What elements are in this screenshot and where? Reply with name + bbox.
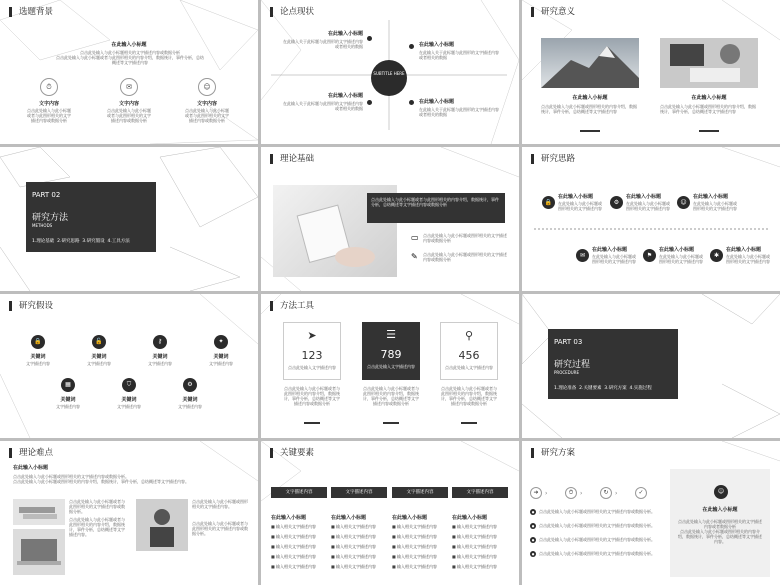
- keyword-text: 文字描述内容: [56, 404, 80, 409]
- bullet-icon: ●: [531, 538, 535, 542]
- clock-icon: ⏱: [40, 78, 58, 96]
- node-text: 在此处输入与此小标题或图形相关的文字描述内容: [726, 254, 770, 264]
- block-text: 在此输入关于此标题与此图形的文字描述内容或者相关的数据: [419, 107, 499, 117]
- column-header: 文字描述内容: [392, 487, 448, 498]
- node-text: 在此处输入与此小标题或图形相关的文字描述内容: [626, 201, 670, 211]
- column-row: ■ 输入相关文字描述内容: [331, 524, 377, 529]
- node-text: 在此处输入与此小标题或图形相关的文字描述内容: [693, 201, 737, 211]
- gear-icon: ⚙: [183, 378, 197, 392]
- card-title: 在此输入小标题: [572, 95, 608, 101]
- slide-title: 选题背景: [9, 7, 53, 17]
- text-box: 点击此处输入与此小标题或者与此图形相关的内容介绍，数据统计，事件分析，总结概述等文字描述内容或数据分析: [367, 193, 505, 223]
- network-background: [0, 294, 258, 438]
- slide-11[interactable]: [261, 441, 519, 585]
- user-icon: ☺: [714, 485, 728, 499]
- slide-title: 理论难点: [9, 448, 53, 458]
- column-row: ■ 输入相关文字描述内容: [392, 544, 438, 549]
- flag-icon: ⚑: [643, 249, 656, 262]
- lock-icon: 🔒: [542, 196, 555, 209]
- bulb-icon: ✱: [710, 249, 723, 262]
- slide-2[interactable]: [261, 0, 519, 144]
- column-row: ■ 输入相关文字描述内容: [392, 524, 438, 529]
- chevron-right-icon: ›: [580, 490, 583, 497]
- bullet-icon: ●: [531, 510, 535, 514]
- column-subtitle: 在此输入小标题: [331, 515, 367, 521]
- node-title: 在此输入小标题: [626, 194, 662, 200]
- keyword-text: 文字描述内容: [117, 404, 141, 409]
- column-row: ■ 输入相关文字描述内容: [452, 564, 498, 569]
- tool-text: 点击此处输入与此小标题或者与此图形相关的内容介绍，数据统计，事件分析，总结概述等文字描述内容或数据分析: [284, 386, 340, 406]
- tool-text: 点击此处输入与此小标题或者与此图形相关的内容介绍，数据统计，事件分析，总结概述等文字描述内容或数据分析: [363, 386, 419, 406]
- bullet-icon: ●: [531, 552, 535, 556]
- dot: [367, 36, 372, 41]
- node-title: 在此输入小标题: [558, 194, 594, 200]
- divider: [461, 422, 477, 424]
- tool-card: [440, 322, 498, 380]
- office-photo: [136, 499, 188, 551]
- slide-title: 研究思路: [531, 154, 575, 164]
- slide-title: 研究方案: [531, 448, 575, 458]
- section-items: 1.理论准备 2.关键要素 3.研究方案 4.实施过程: [554, 386, 652, 391]
- building-icon: ▦: [61, 378, 75, 392]
- chevron-right-icon: ›: [545, 490, 548, 497]
- dot: [367, 100, 372, 105]
- laptop-photo: [13, 529, 65, 575]
- divider: [580, 130, 600, 132]
- slide-5[interactable]: [261, 147, 519, 291]
- part-label: PART 03: [554, 338, 583, 346]
- tool-card: [283, 322, 341, 380]
- item-text: 点击此处输入与此小标题或者与此图形相关的文字描述内容或数据分析: [185, 108, 229, 123]
- column-row: ■ 输入相关文字描述内容: [331, 534, 377, 539]
- block-text: 在此输入关于此标题与此图形的文字描述内容或者相关的数据: [283, 39, 363, 49]
- section-title: 研究过程: [554, 360, 591, 370]
- bullet-icon: ●: [531, 524, 535, 528]
- panel-title: 在此输入小标题: [702, 507, 738, 513]
- card-title: 在此输入小标题: [691, 95, 727, 101]
- column-header: 文字描述内容: [271, 487, 327, 498]
- slide-title: 论点现状: [270, 7, 314, 17]
- tool-label: 点击此处输入文字描述内容: [288, 365, 336, 370]
- keyhole-icon: ⚷: [153, 335, 167, 349]
- keyword-text: 文字描述内容: [178, 404, 202, 409]
- keyword-text: 文字描述内容: [209, 361, 233, 366]
- user-icon: ☺: [198, 78, 216, 96]
- column-row: ■ 输入相关文字描述内容: [452, 524, 498, 529]
- desk-photo: [660, 38, 758, 88]
- panel-text: 点击此处输入与此小标题或图形相关的文字描述内容或者数据分析 点击此处输入与此小标题或图形相关的内容介绍，数据统计，事件分析，总结概述等文字描述内容。: [678, 519, 762, 544]
- block-title: 在此输入小标题: [327, 93, 363, 99]
- divider: [699, 130, 719, 132]
- divider: [383, 422, 399, 424]
- column-row: ■ 输入相关文字描述内容: [452, 544, 498, 549]
- keyword-text: 文字描述内容: [148, 361, 172, 366]
- clock-icon: ⏱: [565, 487, 577, 499]
- slide-title: 研究意义: [531, 7, 575, 17]
- arrow-icon: ➜: [530, 487, 542, 499]
- search-icon: ⚲: [464, 329, 474, 342]
- keyword: 关键词: [182, 397, 198, 403]
- tool-number: 456: [458, 349, 480, 362]
- card-text: 点击此处输入与此小标题或图形相关的内容介绍，数据统计，事件分析，总结概述等文字描述内容: [541, 104, 637, 114]
- section-en: METHODS: [32, 223, 53, 228]
- tool-card-active: [362, 322, 420, 380]
- slide-description: 点击此处输入与此小标题或图形相关的文字描述内容或数据分析。 点击此处输入与此小标题或图形相关的内容介绍，数据统计，事件分析，总结概述等文字描述内容。: [13, 474, 189, 484]
- tool-label: 点击此处输入文字描述内容: [367, 364, 415, 369]
- tool-label: 点击此处输入文字描述内容: [445, 365, 493, 370]
- item-text: 点击此处输入与此小标题或者与此图形相关的文字描述内容或数据分析: [107, 108, 151, 123]
- monitor-icon: ▭: [411, 233, 419, 242]
- chat-icon: ✉: [120, 78, 138, 96]
- column-header: 文字描述内容: [452, 487, 508, 498]
- row-text: 点击此处输入与此小标题或图形相关的文字描述内容或数据分析。: [539, 551, 655, 556]
- slide-12[interactable]: [522, 441, 780, 585]
- column-row: ■ 输入相关文字描述内容: [392, 564, 438, 569]
- node-title: 在此输入小标题: [726, 247, 762, 253]
- slide-9[interactable]: [522, 294, 780, 438]
- section-card: [26, 182, 156, 252]
- chat-icon: ✉: [576, 249, 589, 262]
- column-row: ■ 输入相关文字描述内容: [452, 554, 498, 559]
- node-text: 在此处输入与此小标题或图形相关的文字描述内容: [659, 254, 703, 264]
- refresh-icon: ↻: [600, 487, 612, 499]
- tool-text: 点击此处输入与此小标题或者与此图形相关的内容介绍，数据统计，事件分析，总结概述等文字描述内容或数据分析: [441, 386, 497, 406]
- tool-number: 789: [380, 348, 402, 361]
- slide-4[interactable]: [0, 147, 258, 291]
- block-title: 在此输入小标题: [419, 99, 455, 105]
- block-text: 在此输入关于此标题与此图形的文字描述内容或者相关的数据: [283, 101, 363, 111]
- column-row: ■ 输入相关文字描述内容: [271, 544, 317, 549]
- body-text: 点击此处输入与此小标题或图形相关的文字描述内容。: [192, 499, 248, 509]
- row-text: 点击此处输入与此小标题或图形相关的文字描述内容或数据分析: [423, 233, 507, 243]
- keyword: 关键词: [91, 354, 107, 360]
- body-text: 点击此处输入与此小标题或者与此图形相关的内容介绍，数据统计，事件分析，总结概述等文字描述内容。: [69, 517, 125, 537]
- unlock-icon: 🔓: [92, 335, 106, 349]
- column-row: ■ 输入相关文字描述内容: [271, 564, 317, 569]
- tool-number: 123: [301, 349, 323, 362]
- mountain-photo: [541, 38, 639, 88]
- slide-description: 点击此处输入与此小标题相关的文字描述内容或数据分析 点击此处输入与此小标题或者与此图形相关的内容介绍，数据统计，事件分析，总结概述等文字描述内容: [56, 50, 204, 65]
- center-circle: SUBTITLE HERE: [371, 60, 407, 96]
- check-icon: ✓: [635, 487, 647, 499]
- keyword-text: 文字描述内容: [87, 361, 111, 366]
- column-row: ■ 输入相关文字描述内容: [331, 564, 377, 569]
- section-title: 研究方法: [32, 213, 69, 223]
- item-text: 点击此处输入与此小标题或者与此图形相关的文字描述内容或数据分析: [27, 108, 71, 123]
- item-label: 文字内容: [196, 101, 217, 107]
- column-row: ■ 输入相关文字描述内容: [271, 554, 317, 559]
- column-row: ■ 输入相关文字描述内容: [271, 524, 317, 529]
- keyword-text: 文字描述内容: [26, 361, 50, 366]
- column-subtitle: 在此输入小标题: [452, 515, 488, 521]
- slide-10[interactable]: [0, 441, 258, 585]
- slide-title: 关键要素: [270, 448, 314, 458]
- books-photo: [13, 499, 65, 525]
- slide-6[interactable]: [522, 147, 780, 291]
- shield-icon: ⛉: [122, 378, 136, 392]
- slide-7[interactable]: [0, 294, 258, 438]
- row-text: 点击此处输入与此小标题或图形相关的文字描述内容或数据分析。: [539, 523, 655, 528]
- node-text: 在此处输入与此小标题或图形相关的文字描述内容: [558, 201, 602, 211]
- dot: [409, 44, 414, 49]
- keyword: 关键词: [121, 397, 137, 403]
- node-text: 在此处输入与此小标题或图形相关的文字描述内容: [592, 254, 636, 264]
- column-subtitle: 在此输入小标题: [271, 515, 307, 521]
- row-text: 点击此处输入与此小标题或图形相关的文字描述内容或数据分析。: [539, 509, 655, 514]
- slide-3[interactable]: [522, 0, 780, 144]
- body-text: 点击此处输入与此小标题或者与此图形相关的文字描述内容或数据分析。: [69, 499, 125, 514]
- column-row: ■ 输入相关文字描述内容: [392, 554, 438, 559]
- part-label: PART 02: [32, 191, 61, 199]
- column-row: ■ 输入相关文字描述内容: [331, 544, 377, 549]
- node-title: 在此输入小标题: [659, 247, 695, 253]
- gear-icon: ⚙: [610, 196, 623, 209]
- node-title: 在此输入小标题: [592, 247, 628, 253]
- keyword: 关键词: [213, 354, 229, 360]
- card-text: 点击此处输入与此小标题或图形相关的内容介绍，数据统计，事件分析，总结概述等文字描述内容: [660, 104, 756, 114]
- column-row: ■ 输入相关文字描述内容: [392, 534, 438, 539]
- network-background: [522, 147, 780, 291]
- slide-title: 方法工具: [270, 301, 314, 311]
- keyword: 关键词: [60, 397, 76, 403]
- column-row: ■ 输入相关文字描述内容: [452, 534, 498, 539]
- column-row: ■ 输入相关文字描述内容: [331, 554, 377, 559]
- block-title: 在此输入小标题: [419, 42, 455, 48]
- node-title: 在此输入小标题: [693, 194, 729, 200]
- chevron-right-icon: ›: [615, 490, 618, 497]
- body-text: 点击此处输入与此小标题或者与此图形相关的文字描述内容或数据分析。: [192, 521, 248, 536]
- list-icon: ☰: [386, 328, 396, 341]
- divider: [304, 422, 320, 424]
- user-icon: ☺: [677, 196, 690, 209]
- section-items: 1.理论基础 2.研究思路 3.研究假设 4.工具方法: [32, 239, 130, 244]
- item-label: 文字内容: [38, 101, 59, 107]
- lock-icon: 🔒: [31, 335, 45, 349]
- keyword: 关键词: [30, 354, 46, 360]
- section-en: PROCEDURE: [554, 370, 579, 375]
- item-label: 文字内容: [118, 101, 139, 107]
- column-header: 文字描述内容: [331, 487, 387, 498]
- slide-1[interactable]: [0, 0, 258, 144]
- keyword: 关键词: [152, 354, 168, 360]
- side-panel: [670, 469, 770, 577]
- slide-subtitle: 在此输入小标题: [111, 42, 147, 48]
- column-row: ■ 输入相关文字描述内容: [271, 534, 317, 539]
- slide-title: 理论基础: [270, 154, 314, 164]
- slide-8[interactable]: [261, 294, 519, 438]
- pencil-icon: ✎: [411, 252, 418, 261]
- block-title: 在此输入小标题: [327, 31, 363, 37]
- row-text: 点击此处输入与此小标题或图形相关的文字描述内容或数据分析: [423, 252, 507, 262]
- column-subtitle: 在此输入小标题: [392, 515, 428, 521]
- slide-subtitle: 在此输入小标题: [13, 465, 49, 471]
- block-text: 在此输入关于此标题与此图形的文字描述内容或者相关的数据: [419, 50, 499, 60]
- section-card: [548, 329, 678, 399]
- dot: [409, 100, 414, 105]
- wrench-icon: ✦: [214, 335, 228, 349]
- row-text: 点击此处输入与此小标题或图形相关的文字描述内容或数据分析。: [539, 537, 655, 542]
- slide-title: 研究假设: [9, 301, 53, 311]
- send-icon: ➤: [307, 329, 317, 342]
